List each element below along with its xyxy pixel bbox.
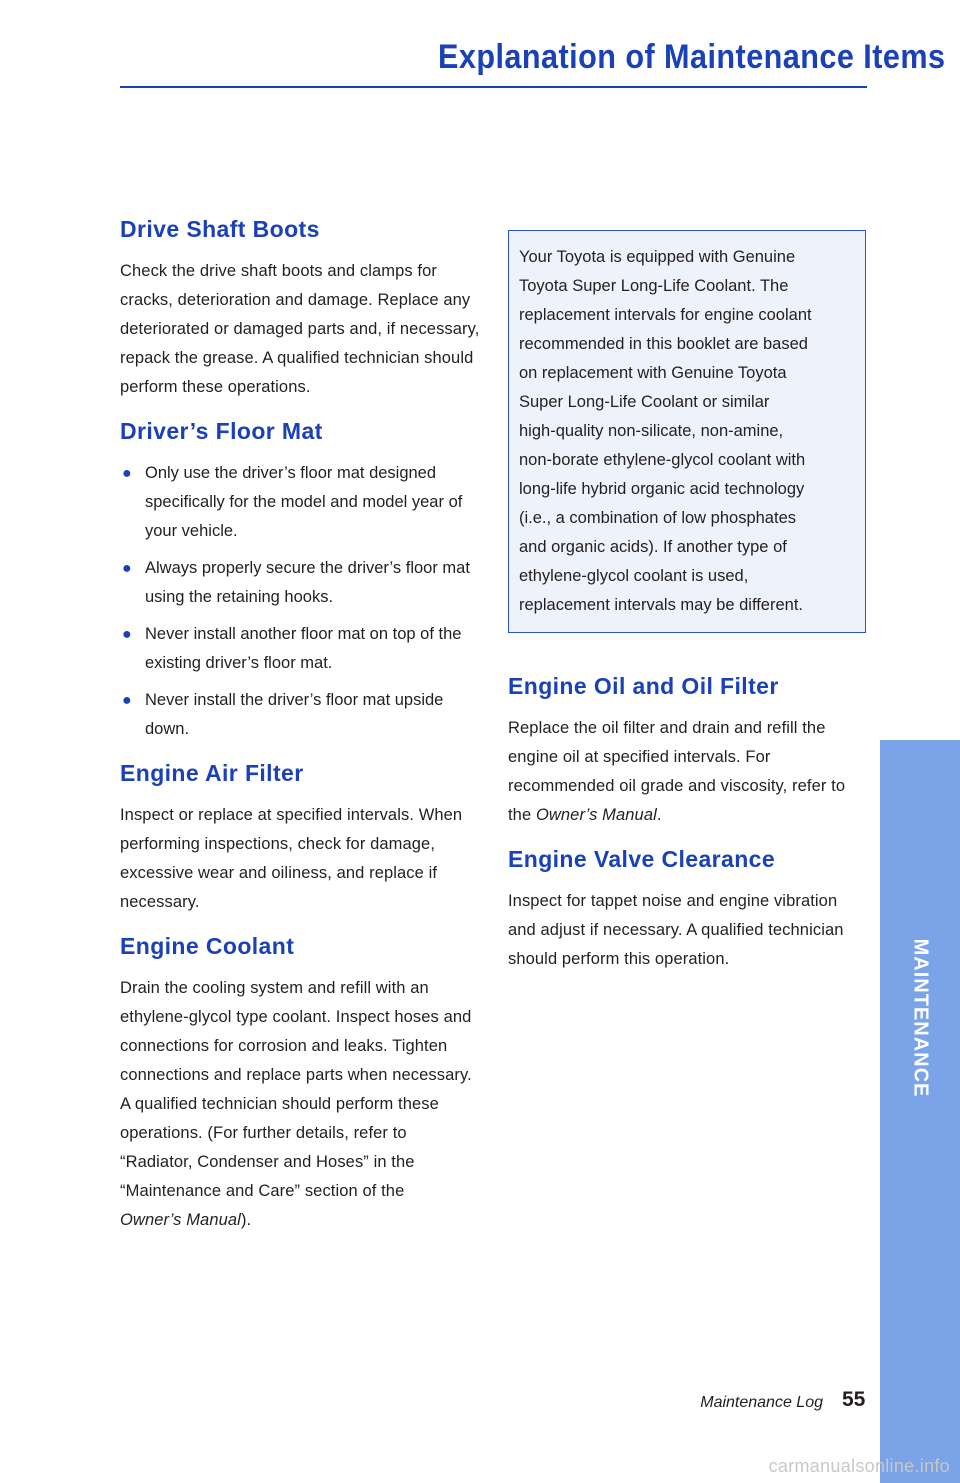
section-engine-valve-clearance (508, 846, 868, 974)
bullet-icon: ● (122, 692, 132, 709)
section-side-tab (880, 740, 960, 1483)
coolant-note-box (508, 230, 866, 633)
side-tab-text: MAINTENANCE (909, 938, 932, 1098)
section-engine-coolant (120, 933, 480, 1235)
list-item (120, 554, 480, 612)
watermark: carmanualsonline.info (768, 1456, 950, 1476)
page-title: Explanation of Maintenance Items (438, 38, 946, 76)
owners-manual-reference: Owner’s Manual (535, 806, 657, 824)
list-item (120, 686, 480, 744)
left-column (120, 216, 480, 1251)
bullet-icon: ● (122, 465, 132, 482)
footer-label: Maintenance Log (700, 1394, 823, 1411)
text-engine-oil (508, 714, 868, 830)
oil-suffix: . (656, 806, 662, 824)
floor-mat-list (120, 459, 480, 744)
list-item (120, 620, 480, 678)
page-number: 55 (842, 1388, 866, 1411)
coolant-body: Drain the cooling system and refill with an ethylene-glycol type coolant. Inspect hoses and connections for corrosion and leaks. Tighten connections and replace parts when necessary. A qualified technician should perform these operations. (For further details, refer to “Radiator, Condenser and Hoses” in the “Maintenance and Care” section of the (120, 979, 472, 1200)
text-engine-valve-clearance: Inspect for tappet noise and engine vibration and adjust if necessary. A qualified technician should perform this operation. (508, 892, 844, 968)
list-item (120, 459, 480, 546)
heading-engine-air-filter: Engine Air Filter (120, 760, 304, 786)
heading-engine-valve-clearance: Engine Valve Clearance (508, 846, 776, 872)
coolant-note-text: Your Toyota is equipped with Genuine Toyota Super Long-Life Coolant. The replacement intervals for engine coolant recommended in this booklet are based on replacement with Genuine Toyota Super Long-Life Coolant or similar high-quality non-silicate, non-amine, non-borate ethylene-glycol coolant with long-life hybrid organic acid technology (i.e., a combination of low phosphates and organic acids). If another type of ethylene-glycol coolant is used, replacement intervals may be different. (519, 248, 812, 614)
heading-engine-oil: Engine Oil and Oil Filter (508, 673, 779, 699)
heading-engine-coolant: Engine Coolant (120, 933, 295, 959)
text-engine-air-filter: Inspect or replace at specified intervals. When performing inspections, check for damage, excessive wear and oiliness, and replace if necessary. (120, 806, 463, 911)
owners-manual-reference: Owner’s Manual (120, 1211, 241, 1229)
section-engine-air-filter (120, 760, 480, 917)
right-column (508, 230, 868, 990)
bullet-text: Always properly secure the driver’s floor mat using the retaining hooks. (145, 559, 470, 606)
heading-drivers-floor-mat: Driver’s Floor Mat (120, 418, 323, 444)
text-drive-shaft-boots: Check the drive shaft boots and clamps for cracks, deterioration and damage. Replace any deteriorated or damaged parts and, if necessary, repack the grease. A qualified technician should perform these operations. (120, 262, 480, 396)
bullet-icon: ● (122, 560, 132, 577)
heading-drive-shaft-boots: Drive Shaft Boots (120, 216, 320, 242)
title-rule (120, 86, 867, 88)
section-drive-shaft-boots (120, 216, 480, 402)
bullet-text: Never install another floor mat on top of the existing driver’s floor mat. (145, 625, 462, 672)
bullet-icon: ● (122, 626, 132, 643)
section-engine-oil (508, 673, 868, 830)
section-drivers-floor-mat (120, 418, 480, 744)
coolant-suffix: ). (240, 1211, 252, 1229)
text-engine-coolant (120, 974, 480, 1235)
bullet-text: Never install the driver’s floor mat upside down. (145, 691, 444, 738)
bullet-text: Only use the driver’s floor mat designed specifically for the model and model year of your vehicle. (145, 464, 463, 540)
oil-body: Replace the oil filter and drain and refill the engine oil at specified intervals. For recommended oil grade and viscosity, refer to the (508, 719, 846, 824)
